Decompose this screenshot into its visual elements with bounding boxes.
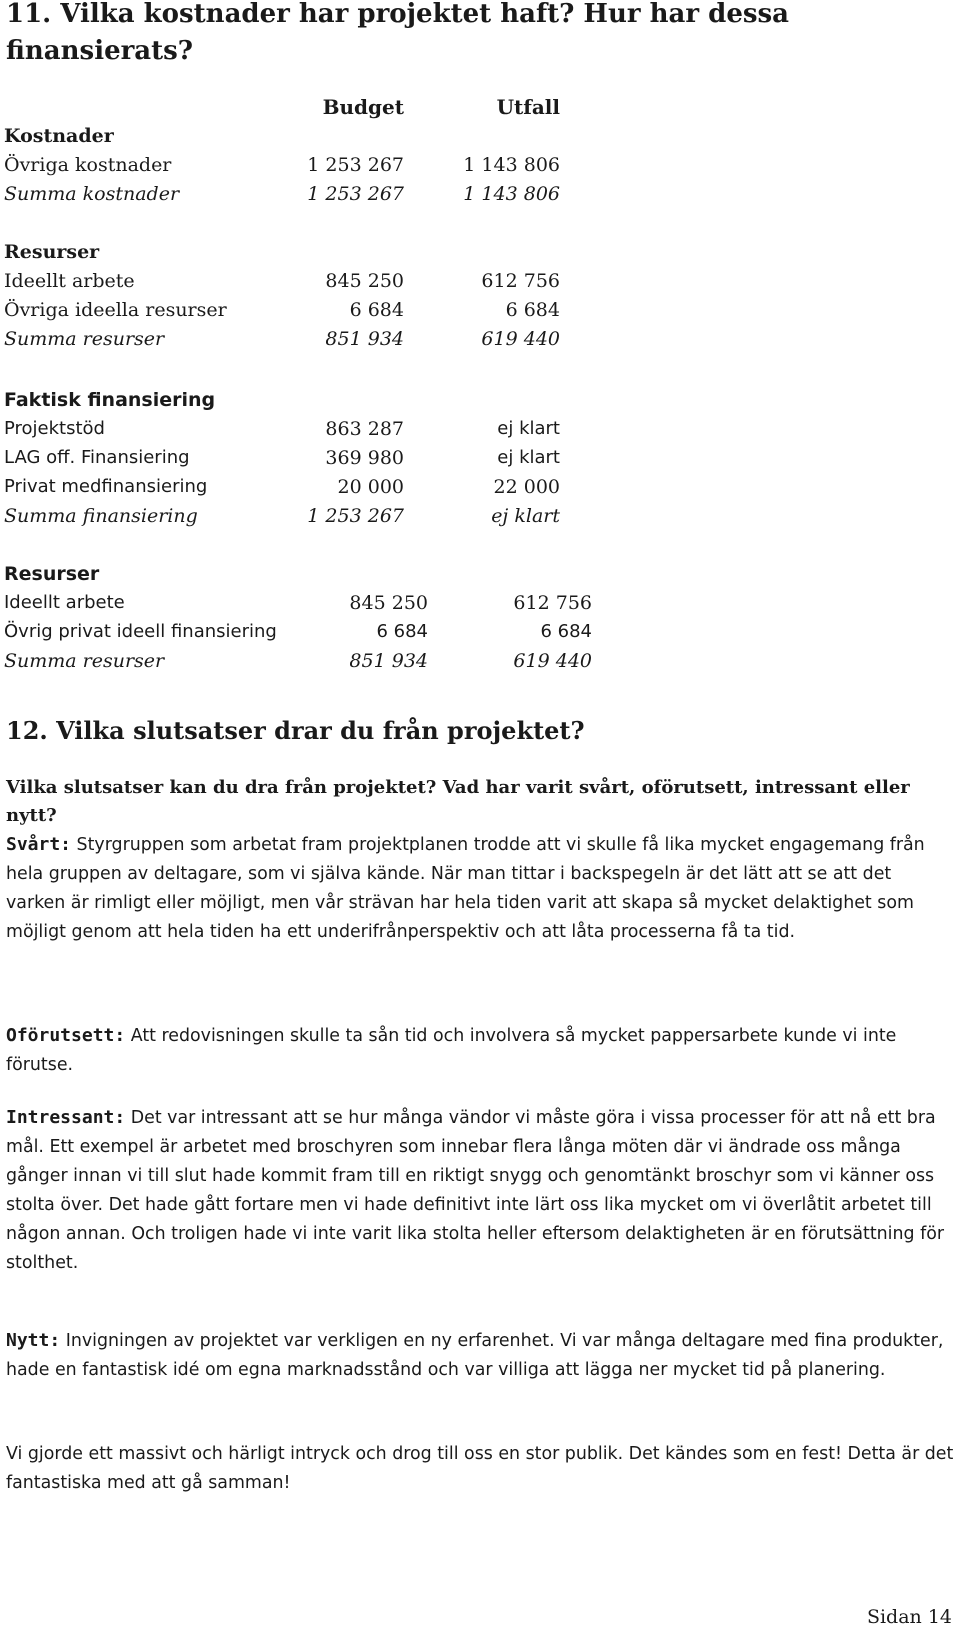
paragraph-oforutsett [6, 1021, 954, 1080]
utfall-value: 22 000 [493, 475, 560, 498]
section-title-row [4, 559, 592, 588]
row-label: Övriga kostnader [4, 153, 172, 176]
row-label: Övriga ideella resurser [4, 298, 227, 321]
paragraph-lead: Oförutsett: [6, 1025, 126, 1046]
section-heading-11: 11. Vilka kostnader har projektet haft? Hur har dessa finansierats? [6, 0, 789, 66]
question-subheading: Vilka slutsatser kan du dra från projektet? Vad har varit svårt, oförutsett, intressant eller nytt? [6, 777, 910, 826]
row-label: Summa resurser [4, 327, 165, 350]
cost-table [4, 92, 560, 353]
financing-table [4, 385, 560, 530]
budget-value: 6 684 [349, 298, 404, 321]
section-title-resurser: Resurser [4, 240, 100, 263]
paragraph-text: Invigningen av projektet var verkligen en ny erfarenhet. Vi var många deltagare med fina produkter, hade en fantastisk idé om egna marknadsstånd och var villiga att lägga ner mycket tid på planering. [6, 1331, 944, 1380]
budget-value: 845 250 [349, 591, 428, 614]
budget-value: 863 287 [325, 417, 404, 440]
utfall-value: ej klart [491, 504, 560, 527]
table-row-total [4, 179, 560, 208]
table-row [4, 414, 560, 443]
utfall-value: 6 684 [505, 298, 560, 321]
section-title-row [4, 385, 560, 414]
section-title-row [4, 237, 560, 266]
utfall-value: 1 143 806 [463, 182, 560, 205]
table-row [4, 617, 592, 646]
utfall-value: 619 440 [481, 327, 560, 350]
utfall-value: 612 756 [481, 269, 560, 292]
paragraph-lead: Intressant: [6, 1107, 126, 1128]
row-label: Summa resurser [4, 649, 165, 672]
budget-value: 20 000 [337, 475, 404, 498]
table-row [4, 443, 560, 472]
row-label: LAG off. Finansiering [4, 447, 190, 468]
budget-value: 851 934 [325, 327, 404, 350]
paragraph-svart [6, 830, 954, 947]
paragraph-text: Att redovisningen skulle ta sån tid och involvera så mycket pappersarbete kunde vi inte förutse. [6, 1026, 897, 1075]
row-label: Summa kostnader [4, 182, 180, 205]
table-row [4, 588, 592, 617]
budget-value: 851 934 [349, 649, 428, 672]
row-label: Projektstöd [4, 418, 105, 439]
table-row-total [4, 646, 592, 675]
page-number: Sidan 14 [866, 1606, 952, 1628]
table-row [4, 150, 560, 179]
section-title-row [4, 121, 560, 150]
budget-value: 369 980 [325, 446, 404, 469]
budget-value: 845 250 [325, 269, 404, 292]
budget-value: 6 684 [376, 621, 428, 642]
utfall-value: 1 143 806 [463, 153, 560, 176]
utfall-value: 6 684 [540, 621, 592, 642]
budget-value: 1 253 267 [307, 504, 404, 527]
row-label: Summa finansiering [4, 504, 198, 527]
table-row-total [4, 324, 560, 353]
paragraph-lead: Nytt: [6, 1330, 61, 1351]
paragraph-text: Det var intressant att se hur många vändor vi måste göra i vissa processer för att nå ett bra mål. Ett exempel är arbetet med broschyren som innebar flera långa möten där vi ändrade oss många gånger innan vi till slut hade kommit fram till en riktigt snygg och genomtänkt broschyr som vi känner oss stolta över. Det hade gått fortare men vi hade definitivt inte lärt oss lika mycket om vi överlåtit arbetet till någon annan. Och troligen hade vi inte varit lika stolta heller eftersom delaktigheten är en förutsättning för stolthet. [6, 1108, 944, 1273]
paragraph-intressant [6, 1103, 954, 1278]
utfall-value: ej klart [497, 418, 560, 439]
row-label: Ideellt arbete [4, 269, 135, 292]
table-row [4, 472, 560, 501]
row-label: Ideellt arbete [4, 592, 125, 613]
paragraph-text: Vi gjorde ett massivt och härligt intryck och drog till oss en stor publik. Det kändes som en fest! Detta är det fantastiska med att gå samman! [6, 1444, 954, 1493]
budget-value: 1 253 267 [307, 153, 404, 176]
table-row [4, 295, 560, 324]
budget-value: 1 253 267 [307, 182, 404, 205]
table-header-row [4, 92, 560, 121]
table-row-total [4, 501, 560, 530]
paragraph-closing [6, 1440, 954, 1498]
column-header-utfall: Utfall [496, 94, 560, 119]
table-row [4, 266, 560, 295]
section-title-resurser: Resurser [4, 562, 100, 585]
row-label: Privat medfinansiering [4, 476, 208, 497]
utfall-value: ej klart [497, 447, 560, 468]
utfall-value: 619 440 [513, 649, 592, 672]
paragraph-lead: Svårt: [6, 834, 72, 855]
row-label: Övrig privat ideell finansiering [4, 621, 277, 642]
resources-table [4, 559, 592, 675]
column-header-budget: Budget [322, 94, 404, 119]
paragraph-text: Styrgruppen som arbetat fram projektplanen trodde att vi skulle få lika mycket engagemang från hela gruppen av deltagare, som vi själva kände. När man tittar i backspegeln är det lätt att se att det varken är rimligt eller möjligt, men vår strävan har hela tiden varit att skapa så mycket delaktighet som möjligt genom att hela tiden ha ett underifrånperspektiv och att låta processerna få ta tid. [6, 835, 925, 942]
section-heading-12: 12. Vilka slutsatser drar du från projektet? [6, 716, 585, 745]
paragraph-nytt [6, 1326, 954, 1385]
section-title-finansiering: Faktisk finansiering [4, 388, 216, 411]
utfall-value: 612 756 [513, 591, 592, 614]
section-title-kostnader: Kostnader [4, 124, 114, 147]
